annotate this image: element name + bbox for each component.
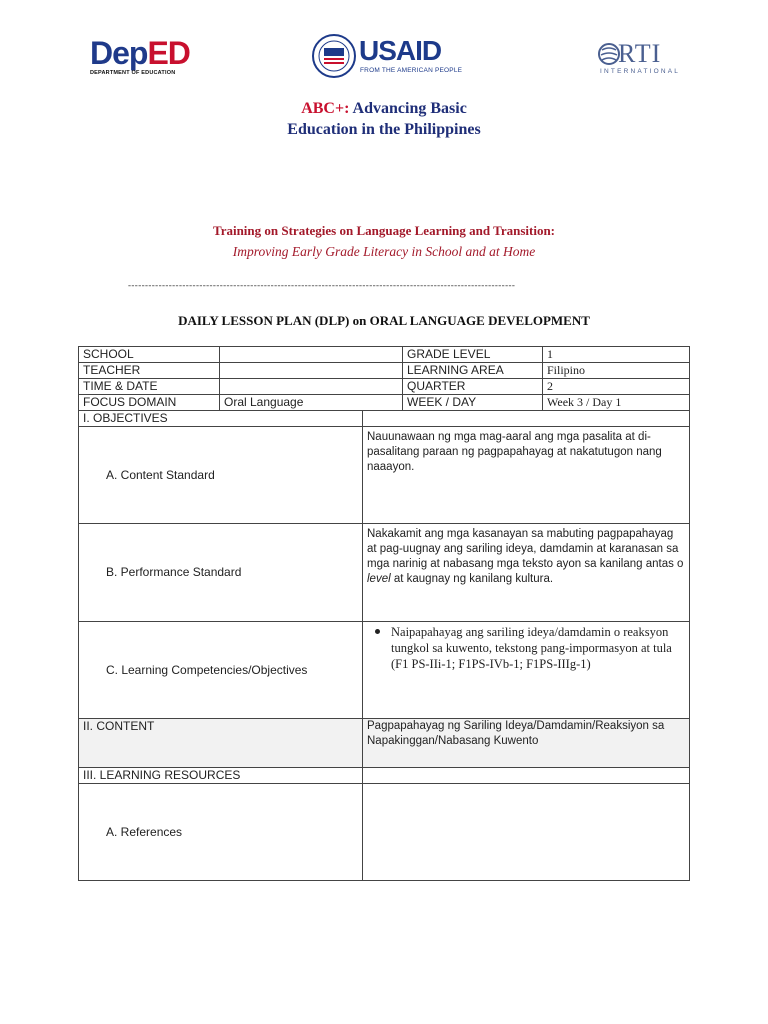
program-title-line1: Advancing Basic	[349, 100, 467, 117]
performance-text-level: level	[367, 573, 391, 585]
school-label: SCHOOL	[79, 347, 220, 363]
table-row	[79, 784, 690, 881]
table-row	[79, 347, 690, 363]
grade-label: GRADE LEVEL	[403, 347, 543, 363]
performance-text-part2: at kaugnay ng kanilang kultura.	[390, 573, 554, 585]
usaid-seal-icon	[312, 34, 356, 78]
school-value[interactable]	[220, 347, 403, 363]
content-standard-text[interactable]: Nauunawaan ng mga mag-aaral ang mga pasalita at di-pasalitang paraan ng pagpapahayag at nakatutugon nang naaayon.	[363, 427, 690, 524]
quarter-value[interactable]: 2	[543, 379, 690, 395]
rti-logo-wordmark: RTI	[618, 39, 662, 68]
teacher-label: TEACHER	[79, 363, 220, 379]
competency-text: Naipapahayag ang sariling ideya/damdamin o reaksyon tungkol sa kuwento, tekstong pang-impormasyon at tula (F1 PS-IIi-1; F1PS-IVb-1; F1PS-IIIg-1)	[391, 625, 672, 671]
bullet-icon	[375, 629, 380, 634]
area-label: LEARNING AREA	[403, 363, 543, 379]
focus-label: FOCUS DOMAIN	[79, 395, 220, 411]
training-title: Training on Strategies on Language Learning and Transition:	[212, 223, 556, 238]
deped-logo-wordmark: DepED	[90, 35, 190, 71]
rti-logo	[596, 40, 680, 80]
time-label: TIME & DATE	[79, 379, 220, 395]
table-row	[79, 427, 690, 524]
table-row	[79, 768, 690, 784]
resources-section-blank	[363, 768, 690, 784]
content-standard-label: A. Content Standard	[79, 427, 363, 524]
performance-text-part1: Nakakamit ang mga kasanayan sa mabuting pagpapahayag at pag-uugnay ang sariling ideya, damdamin at karanasan sa mga narinig at nabasang mga teksto ayon sa kanilang antas o	[367, 528, 684, 570]
quarter-label: QUARTER	[403, 379, 543, 395]
performance-standard-text[interactable]	[363, 524, 690, 622]
deped-logo-subtitle: DEPARTMENT OF EDUCATION	[90, 70, 176, 76]
week-label: WEEK / DAY	[403, 395, 543, 411]
program-title	[0, 98, 768, 140]
content-section: II. CONTENT	[79, 719, 363, 768]
table-row	[79, 363, 690, 379]
references-text[interactable]	[363, 784, 690, 881]
rti-logo-subtitle: INTERNATIONAL	[600, 68, 681, 75]
program-title-line2: Education in the Philippines	[287, 121, 481, 138]
table-row	[79, 411, 690, 427]
table-row	[79, 524, 690, 622]
dlp-title: DAILY LESSON PLAN (DLP) on ORAL LANGUAGE DEVELOPMENT	[178, 313, 590, 328]
training-subtitle: Improving Early Grade Literacy in School and at Home	[232, 244, 536, 259]
usaid-logo-wordmark: USAID	[359, 35, 442, 66]
teacher-value[interactable]	[220, 363, 403, 379]
competencies-label: C. Learning Competencies/Objectives	[79, 622, 363, 719]
table-row	[79, 395, 690, 411]
grade-value[interactable]: 1	[543, 347, 690, 363]
divider-dashes: ------------------------------------------------------------------------------------------------------------------	[128, 280, 516, 290]
program-prefix: ABC+:	[301, 100, 350, 117]
rti-globe-icon	[598, 42, 620, 66]
usaid-logo-subtitle: FROM THE AMERICAN PEOPLE	[360, 67, 463, 74]
references-label: A. References	[79, 784, 363, 881]
content-text[interactable]: Pagpapahayag ng Sariling Ideya/Damdamin/Reaksiyon sa Napakinggan/Nabasang Kuwento	[363, 719, 690, 768]
week-value[interactable]: Week 3 / Day 1	[543, 395, 690, 411]
area-value[interactable]: Filipino	[543, 363, 690, 379]
competency-list	[367, 624, 685, 672]
table-row	[79, 622, 690, 719]
performance-standard-label: B. Performance Standard	[79, 524, 363, 622]
time-value[interactable]	[220, 379, 403, 395]
lesson-plan-table	[78, 346, 690, 881]
resources-section: III. LEARNING RESOURCES	[79, 768, 363, 784]
competencies-cell[interactable]	[363, 622, 690, 719]
focus-value[interactable]: Oral Language	[220, 395, 403, 411]
table-row	[79, 379, 690, 395]
list-item	[391, 624, 685, 672]
usaid-logo	[312, 34, 463, 80]
objectives-section-blank	[363, 411, 690, 427]
table-row	[79, 719, 690, 768]
deped-logo	[90, 35, 190, 80]
objectives-section: I. OBJECTIVES	[79, 411, 363, 427]
